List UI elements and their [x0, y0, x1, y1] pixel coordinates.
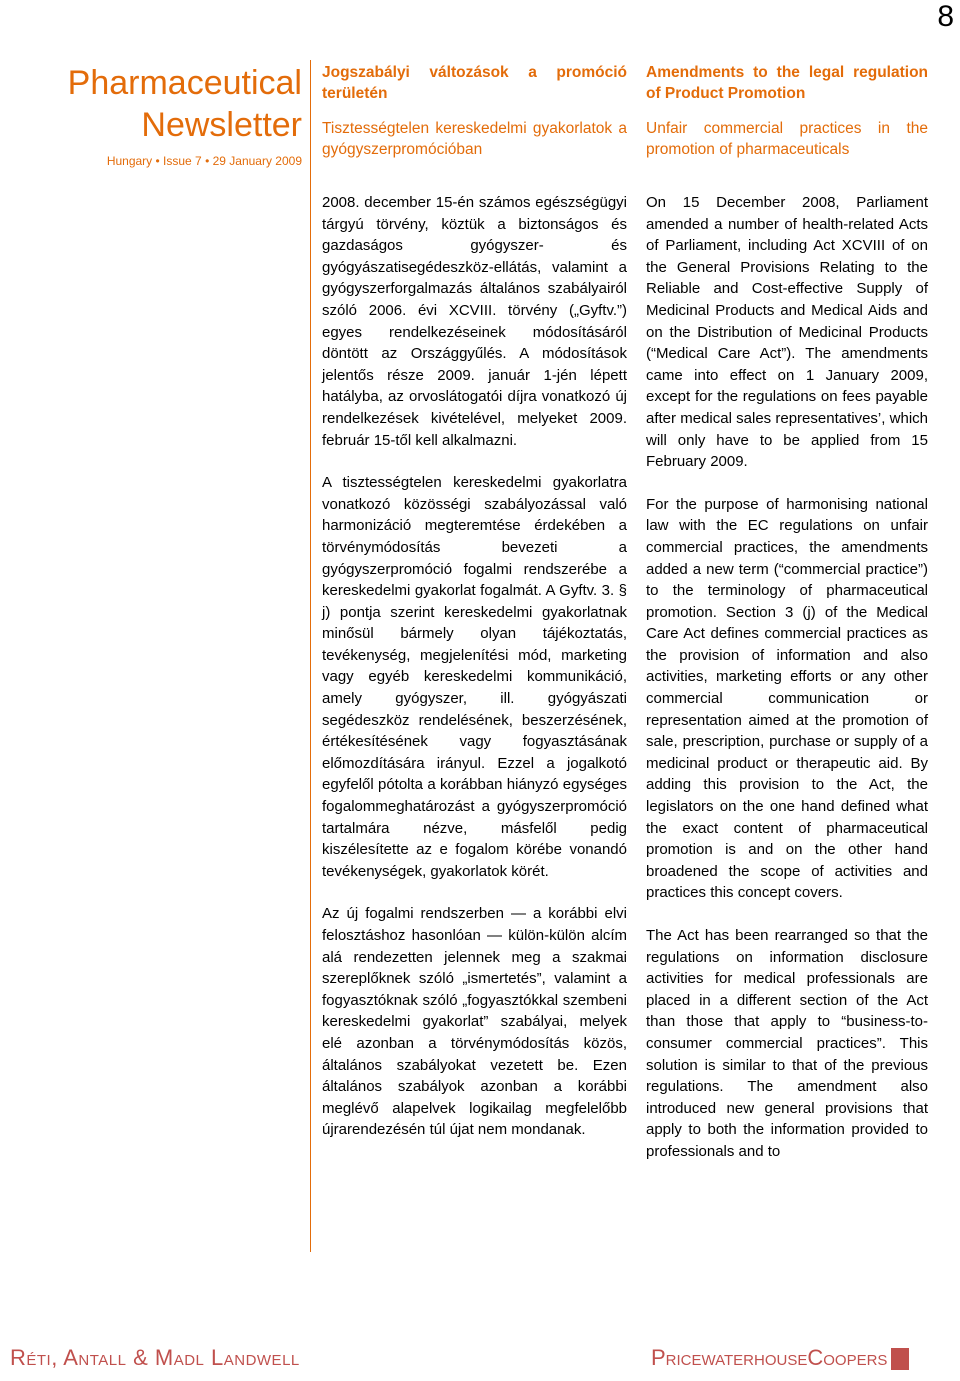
- article-subtitle-hu: Tisztességtelen kereskedelmi gyakorlatok a gyógyszerpromócióban: [322, 120, 627, 158]
- header-hungarian: [322, 62, 627, 160]
- column-divider: [310, 60, 311, 1252]
- footer-logo-pwc: [651, 1345, 909, 1371]
- paragraph-en-1: On 15 December 2008, Parliament amended a number of health-related Acts of Parliament, including Act XCVIII of on the General Provisions Relating to the Reliable and Cost-effective Supply of Medicinal Products and Medical Aids and on the Distribution of Medicinal Products (“Medical Care Act”). The amendments came into effect on 1 January 2009, except for the regulations on fees payable after medical sales representatives’, which will only have to be applied from 15 February 2009.: [646, 194, 928, 471]
- brand-title-line1: Pharmaceutical: [67, 64, 302, 102]
- pwc-emblem-icon: [891, 1348, 909, 1370]
- article-subtitle-en: Unfair commercial practices in the promotion of pharmaceuticals: [646, 120, 928, 158]
- paragraph-en-3: The Act has been rearranged so that the regulations on information disclosure activities for medical professionals are placed in a different section of the Act than those that apply to “business-to-consumer commercial practices”. This solution is similar to that of the previous regulations. The amendment also introduced new general provisions that apply to both the information provided to professionals and to: [646, 927, 928, 1160]
- header-english: [646, 62, 928, 160]
- paragraph-hu-2: A tisztességtelen kereskedelmi gyakorlatra vonatkozó közösségi szabályozással való harmonizáció megteremtése érdekében a törvénymódosítás bevezeti a gyógyszerpromóció fogalmi rendszerébe a kereskedelmi gyakorlat fogalmát. A Gyftv. 3. § j) pontja szerint kereskedelmi gyakorlatnak minősül bármely olyan tájékoztatás, tevékenység, megjelenítési mód, marketing vagy egyéb kereskedelmi kommunikáció, amely gyógyszer, ill. gyógyászati segédeszköz rendelésének, beszerzésének, értékesítésének vagy fogyasztásának előmozdítására irányul. Ezzel a jogalkotó egyfelől pótolta a korábban hiányzó egységes fogalommeghatározást a gyógyszerpromóció tartalmára nézve, másfelől pedig kiszélesítette az e fogalom körébe vonandó tevékenységek, gyakorlatok körét.: [322, 474, 627, 880]
- paragraph-hu-1: 2008. december 15-én számos egészségügyi tárgyú törvény, köztük a biztonságos és gazdaságos gyógyszer- és gyógyászatisegédeszköz-ellátás, valamint a gyógyszerforgalmazás általános szabályairól szóló 2006. évi XCVIII. törvény („Gyftv.”) egyes rendelkezéseinek módosításáról döntött az Országgyűlés. A módosítások jelentős része 2009. január 1-jén lépett hatályba, az orvoslátogatói díjra vonatkozó új rendelkezések kivételével, melyeket 2009. február 15-től kell alkalmazni.: [322, 194, 627, 449]
- footer-logo-pwc-text: PricewaterhouseCoopers: [651, 1345, 888, 1370]
- article-title-hu: Jogszabályi változások a promóció területén: [322, 64, 627, 102]
- paragraph-en-2: For the purpose of harmonising national law with the EC regulations on unfair commercial practices, the amendments added a new term (“commercial practice”) to the terminology of pharmaceutical promotion. Section 3 (j) of the Medical Care Act defines commercial practices as the provision of information and also activities, marketing efforts or any other commercial communication or representation aimed at the promotion of sale, prescription, purchase or supply of a medicinal product or therapeutic aid. By adding this provision to the Act, the legislators on the one hand defined what the exact content of pharmaceutical promotion is and on the other hand broadened the scope of activities and practices this concept covers.: [646, 495, 928, 902]
- body-hungarian: [322, 192, 627, 1162]
- newsletter-brand: [50, 62, 302, 168]
- issue-info: Hungary • Issue 7 • 29 January 2009: [106, 154, 302, 168]
- footer-logo-landwell: Réti, Antall & Madl Landwell: [10, 1345, 300, 1370]
- page-number: 8: [937, 0, 954, 33]
- article-title-en: Amendments to the legal regulation of Product Promotion: [646, 64, 928, 102]
- brand-title-line2: Newsletter: [141, 106, 302, 144]
- paragraph-hu-3: Az új fogalmi rendszerben — a korábbi elvi felosztáshoz hasonlóan — külön-külön alcím alá rendezetten jelennek meg a szakmai szereplőknek szóló „ismertetés”, valamint a fogyasztóknak szóló „fogyasztókkal szembeni kereskedelmi gyakorlat” szabályai, melyek elé azonban a törvénymódosítás közös, általános szabályokat vezetett be. Ezen általános szabályok azonban a korábbi meglévő alapelvek logikailag megfelelőbb újrarendezésén túl újat nem mondanak.: [322, 905, 627, 1139]
- body-english: [646, 192, 928, 1184]
